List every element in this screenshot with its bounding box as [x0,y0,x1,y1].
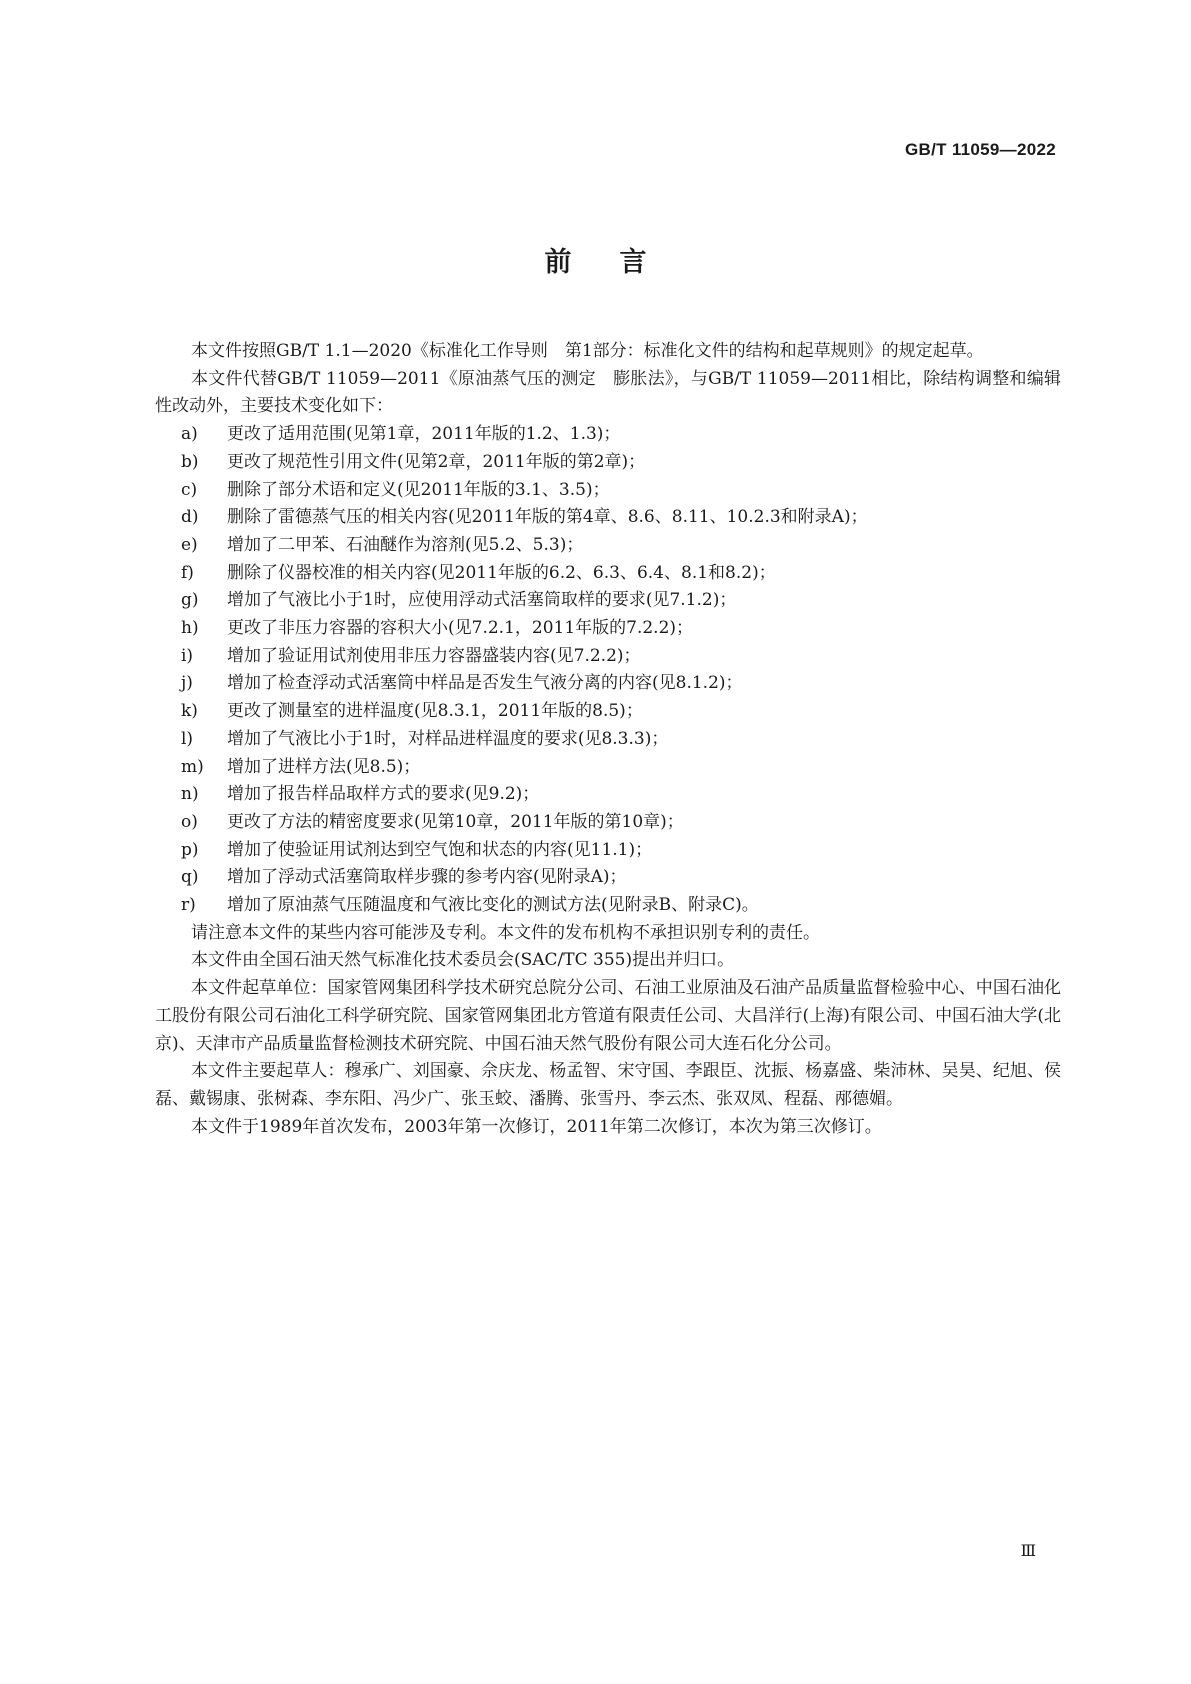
list-marker: e) [181,534,198,555]
standard-number: GB/T 11059—2022 [905,140,1056,159]
list-marker: k) [181,701,198,722]
list-marker: d) [181,507,199,528]
list-item [155,837,1061,865]
list-item [155,449,1061,477]
paragraph-drafting-rules: 本文件按照GB/T 1.1—2020《标准化工作导则 第1部分：标准化文件的结构和起草规则》的规定起草。 [191,341,984,361]
list-marker: b) [181,451,199,472]
list-item-text: 更改了方法的精密度要求(见第10章，2011年版的第10章)； [227,811,684,832]
list-marker: i) [181,645,194,666]
list-marker: p) [181,839,199,860]
list-item-text: 增加了原油蒸气压随温度和气液比变化的测试方法(见附录B、附录C)。 [227,895,759,916]
list-item [155,754,1061,782]
list-item-text: 更改了非压力容器的容积大小(见7.2.1，2011年版的7.2.2)； [227,618,694,639]
list-marker: a) [181,424,198,445]
list-marker: n) [181,784,199,805]
list-item-text: 更改了适用范围(见第1章，2011年版的1.2、1.3)； [227,424,621,445]
paragraph-patent-notice: 请注意本文件的某些内容可能涉及专利。本文件的发布机构不承担识别专利的责任。 [191,922,820,943]
list-marker: m) [181,756,204,777]
list-item [155,864,1061,892]
list-item [155,643,1061,671]
document-body [155,338,1061,1141]
list-item [155,421,1061,449]
list-item [155,615,1061,643]
list-item [155,670,1061,698]
paragraph-proposer: 本文件由全国石油天然气标准化技术委员会(SAC/TC 355)提出并归口。 [191,950,735,971]
list-marker: r) [181,895,196,916]
list-item-text: 增加了报告样品取样方式的要求(见9.2)； [227,784,540,805]
list-marker: f) [181,562,194,583]
list-item [155,560,1061,588]
technical-changes-list [155,421,1061,920]
list-item-text: 增加了使验证用试剂达到空气饱和状态的内容(见11.1)； [227,839,653,860]
list-item-text: 更改了测量室的进样温度(见8.3.1，2011年版的8.5)； [227,701,643,722]
list-item-text: 增加了进样方法(见8.5)； [227,756,421,777]
list-item [155,781,1061,809]
list-item-text: 删除了部分术语和定义(见2011年版的3.1、3.5)； [227,479,610,500]
list-marker: h) [181,618,199,639]
paragraph-drafting-units: 本文件起草单位：国家管网集团科学技术研究总院分公司、石油工业原油及石油产品质量监督检验中心、中国石油化工股份有限公司石油化工科学研究院、国家管网集团北方管道有限责任公司、大昌洋行(上海)有限公司、中国石油大学(北京)、天津市产品质量监督检测技术研究院、中国石油天然气股份有限公司大连石化分公司。 [155,978,1061,1054]
list-item-text: 增加了气液比小于1时，对样品进样温度的要求(见8.3.3)； [227,728,669,749]
list-item [155,587,1061,615]
list-item [155,892,1061,920]
list-item-text: 增加了验证用试剂使用非压力容器盛装内容(见7.2.2)； [227,645,641,666]
list-item [155,809,1061,837]
list-item-text: 删除了仪器校准的相关内容(见2011年版的6.2、6.3、6.4、8.1和8.2)； [227,562,776,583]
list-item [155,698,1061,726]
list-item [155,477,1061,505]
list-item-text: 更改了规范性引用文件(见第2章，2011年版的第2章)； [227,451,646,472]
list-item-text: 增加了二甲苯、石油醚作为溶剂(见5.2、5.3)； [227,534,584,555]
list-marker: l) [181,728,194,749]
list-item-text: 删除了雷德蒸气压的相关内容(见2011年版的第4章、8.6、8.11、10.2.3和附录A)； [227,507,868,528]
list-item [155,726,1061,754]
list-marker: c) [181,479,198,500]
list-marker: q) [181,867,199,888]
list-item-text: 增加了浮动式活塞筒取样步骤的参考内容(见附录A)； [227,867,627,888]
list-item [155,504,1061,532]
list-marker: j) [181,673,193,694]
paragraph-history: 本文件于1989年首次发布，2003年第一次修订，2011年第二次修订，本次为第三次修订。 [191,1116,882,1137]
list-item [155,532,1061,560]
list-marker: o) [181,811,198,832]
paragraph-replacement: 本文件代替GB/T 11059—2011《原油蒸气压的测定 膨胀法》，与GB/T 11059—2011相比，除结构调整和编辑性改动外，主要技术变化如下： [155,368,1061,417]
page-number: Ⅲ [1020,1541,1036,1560]
list-marker: g) [181,590,199,611]
list-item-text: 增加了气液比小于1时，应使用浮动式活塞筒取样的要求(见7.1.2)； [227,590,737,611]
paragraph-drafters: 本文件主要起草人：穆承广、刘国豪、佘庆龙、杨孟智、宋守国、李跟臣、沈振、杨嘉盛、柴沛林、吴昊、纪旭、侯磊、戴锡康、张树森、李东阳、冯少广、张玉蛟、潘腾、张雪丹、李云杰、张双凤、程磊、邴德媚。 [155,1061,1061,1109]
list-item-text: 增加了检查浮动式活塞筒中样品是否发生气液分离的内容(见8.1.2)； [227,673,743,694]
page-title: 前言 [544,247,695,278]
